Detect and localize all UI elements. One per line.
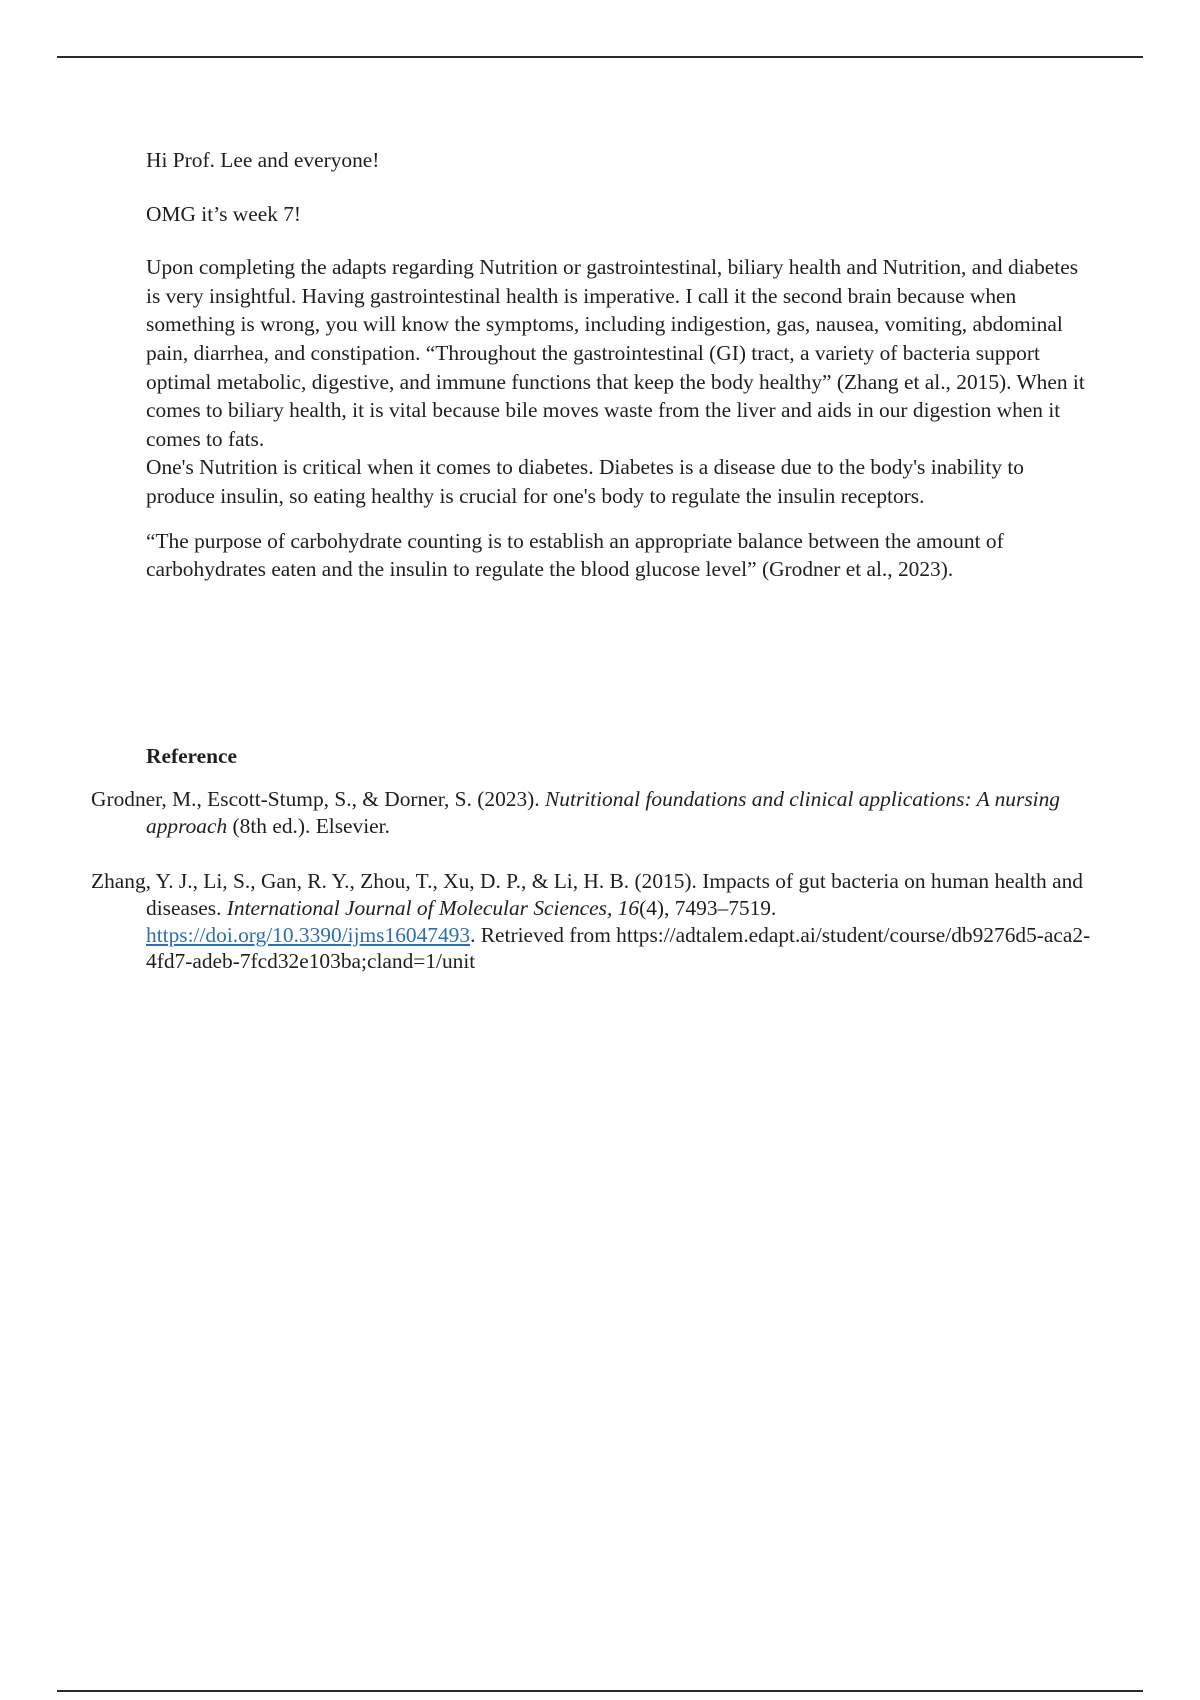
reference-entry [91, 868, 1091, 975]
doi-link[interactable]: https://doi.org/10.3390/ijms16047493 [146, 922, 471, 947]
reference-journal: International Journal of Molecular Sciences, 16 [226, 895, 640, 920]
reference-edition-publisher: (8th ed.). Elsevier. [227, 813, 390, 838]
reference-issue-pages: (4), 7493–7519. [639, 895, 777, 920]
greeting: Hi Prof. Lee and everyone! [146, 148, 380, 172]
paragraph-carb-quote: “The purpose of carbohydrate counting is to establish an appropriate balance between the amount of carbohydrates eaten and the insulin to regulate the blood glucose level” (Grodner et al., 2023). [146, 528, 1004, 582]
reference-authors-title: Zhang, Y. J., Li, S., Gan, R. Y., Zhou, T., Xu, D. P., & Li, H. B. (2015). Impacts of gut bacteria on human health and diseases. [91, 869, 1083, 920]
paragraph-gi-health: Upon completing the adapts regarding Nutrition or gastrointestinal, biliary health and Nutrition, and diabetes is very insightful. Having gastrointestinal health is imperative. I call it the second brain because when something is wrong, you will know the symptoms, including indigestion, gas, nausea, vomiting, abdominal pain, diarrhea, and constipation. “Throughout the gastrointestinal (GI) tract, a variety of bacteria support optimal metabolic, digestive, and immune functions that keep the body healthy” (Zhang et al., 2015). When it comes to biliary health, it is vital because bile moves waste from the liver and aids in our digestion when it comes to fats. [146, 255, 1085, 451]
bottom-rule [57, 1690, 1143, 1692]
week-line: OMG it’s week 7! [146, 201, 302, 226]
reference-entry [91, 786, 1091, 840]
reference-list-item-grodner [91, 786, 1091, 840]
reference-retrieved-from: . Retrieved from https://adtalem.edapt.ai/student/course/db9276d5-aca2-4fd7-adeb-7fcd32e103ba;cland=1/unit [146, 922, 1091, 974]
paragraph-diabetes: One's Nutrition is critical when it comes to diabetes. Diabetes is a disease due to the body's inability to produce insulin, so eating healthy is crucial for one's body to regulate the insulin receptors. [146, 455, 1024, 508]
reference-authors: Grodner, M., Escott-Stump, S., & Dorner, S. (2023). [91, 787, 545, 811]
reference-heading: Reference [146, 744, 238, 768]
top-rule [57, 56, 1143, 58]
discussion-post-body [146, 146, 1096, 584]
reference-list-item-zhang [91, 868, 1091, 975]
reference-title: Nutritional foundations and clinical applications: A nursing approach [146, 787, 1060, 838]
